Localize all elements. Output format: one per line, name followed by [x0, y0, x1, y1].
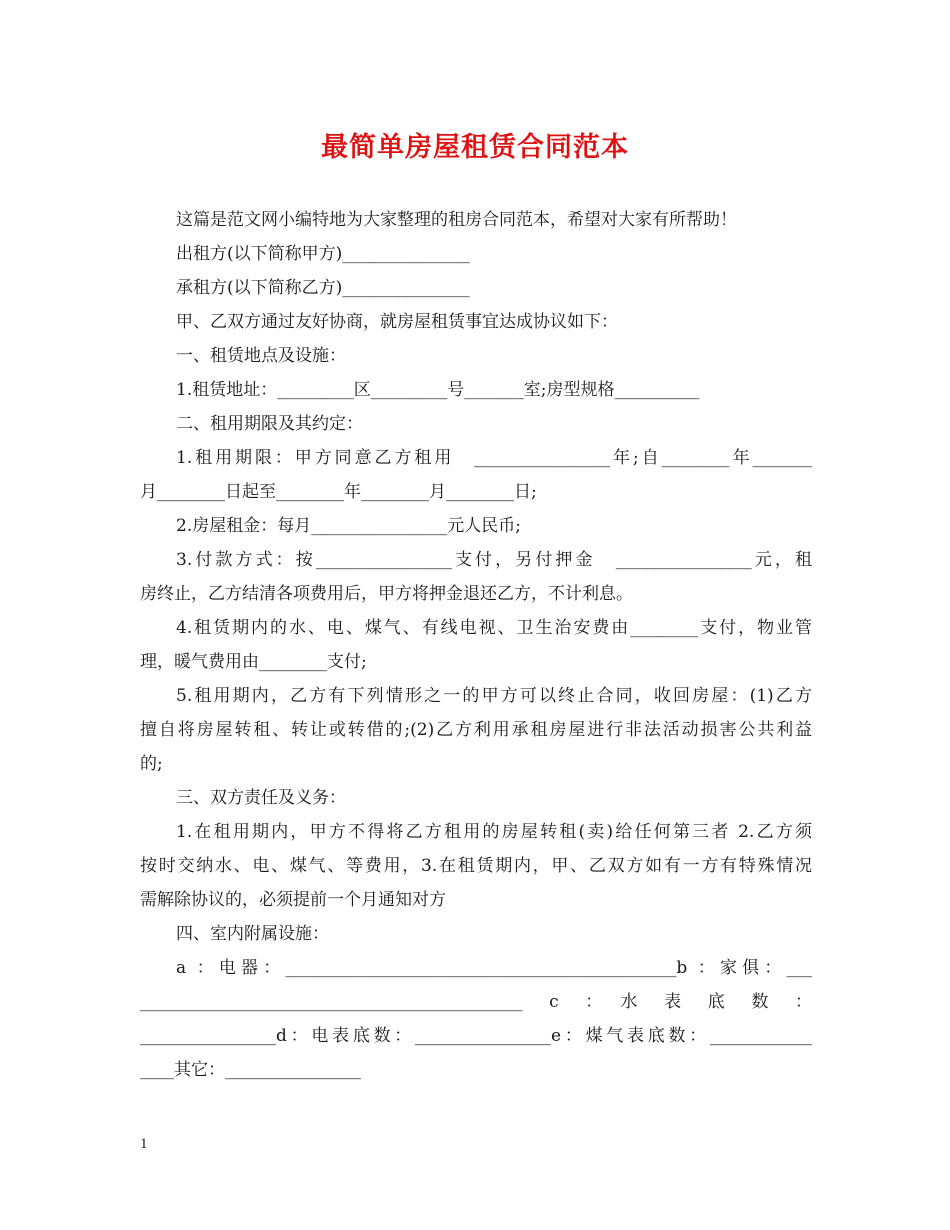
- section-heading: 一、租赁地点及设施：: [176, 346, 346, 366]
- paragraph-line: ________________d：电表底数：________________e：煤气表底数：____________: [140, 1026, 812, 1046]
- paragraph-line: a ：电器：______________________________________________b ：家俱：___: [176, 958, 812, 978]
- paragraph-line: 按时交纳水、电、煤气、等费用，3.在租赁期内，甲、乙双方如有一方有特殊情况: [140, 856, 812, 876]
- paragraph-line: 承租方(以下简称乙方)_______________: [176, 278, 470, 298]
- page-number: 1: [140, 1136, 148, 1152]
- paragraph-line: 的;: [140, 754, 163, 774]
- paragraph-line: 需解除协议的，必须提前一个月通知对方: [140, 890, 446, 910]
- section-heading: 四、室内附属设施：: [176, 924, 329, 944]
- paragraph-line: 1.在租用期内，甲方不得将乙方租用的房屋转租(卖)给任何第三者 2.乙方须: [176, 822, 812, 842]
- paragraph-line: 房终止，乙方结清各项费用后，甲方将押金退还乙方，不计利息。: [140, 584, 633, 604]
- paragraph-line: 5.租用期内，乙方有下列情形之一的甲方可以终止合同，收回房屋：(1)乙方: [176, 686, 812, 706]
- paragraph-line: 4.租赁期内的水、电、煤气、有线电视、卫生治安费由________支付，物业管: [176, 618, 812, 638]
- paragraph-line: 月________日起至________年________月________日;: [140, 482, 537, 502]
- section-heading: 三、双方责任及义务：: [176, 788, 346, 808]
- paragraph-line: 甲、乙双方通过友好协商，就房屋租赁事宜达成协议如下：: [176, 312, 618, 332]
- document-title: 最简单房屋租赁合同范本: [321, 132, 629, 163]
- paragraph-line: 1.租用期限：甲方同意乙方租用 ________________年;自________年_______: [176, 448, 812, 468]
- section-heading: 二、租用期限及其约定：: [176, 414, 363, 434]
- paragraph-line: 擅自将房屋转租、转让或转借的;(2)乙方利用承租房屋进行非法活动损害公共利益: [140, 720, 812, 740]
- paragraph-line: 理，暖气费用由________支付;: [140, 652, 367, 672]
- paragraph-line: 出租方(以下简称甲方)_______________: [176, 244, 470, 264]
- paragraph-line: ____其它：________________: [140, 1060, 361, 1080]
- document-body: [140, 203, 812, 1087]
- paragraph-line: 3.付款方式：按________________支付，另付押金 ________________元，租: [176, 550, 812, 570]
- paragraph-line: 1.租赁地址：_________区_________号_______室;房型规格__________: [176, 380, 700, 400]
- paragraph-line: 2.房屋租金：每月________________元人民币;: [176, 516, 521, 536]
- paragraph-line: _____________________________________________ c ： 水 表 底 数 ：: [140, 992, 812, 1012]
- paragraph-line: 这篇是范文网小编特地为大家整理的租房合同范本，希望对大家有所帮助！: [176, 210, 737, 230]
